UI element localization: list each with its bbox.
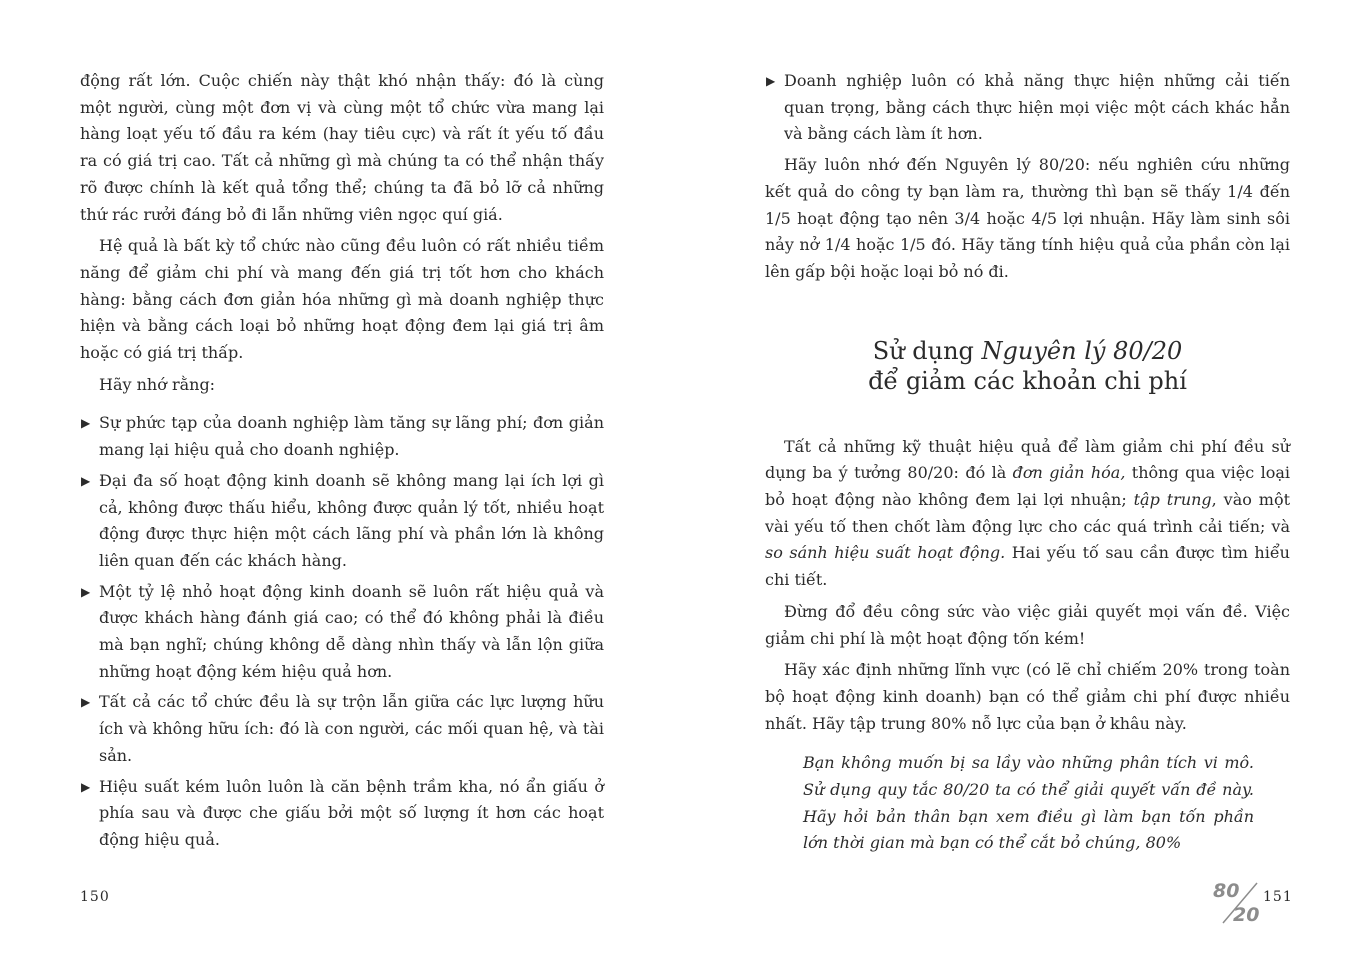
triangle-right-bullet-icon: ▶ — [81, 695, 91, 710]
list-item-text: Doanh nghiệp luôn có khả năng thực hiện những cải tiến quan trọng, bằng cách thực hiện mọi việc một cách khác hẳn và bằng cách làm ít hơn. — [784, 71, 1290, 144]
triangle-right-bullet-icon: ▶ — [81, 779, 91, 794]
left-text-column — [80, 68, 604, 858]
bullet-list — [765, 68, 1290, 148]
paragraph: Hãy nhớ rằng: — [99, 374, 216, 394]
text-run: Hai yếu tố sau cần được tìm hiểu chi tiết. — [765, 543, 1290, 590]
paragraph: Đừng đổ đều công sức vào việc giải quyết mọi vấn đề. Việc giảm chi phí là một hoạt động tốn kém! — [765, 601, 1290, 648]
list-item-text: Hiệu suất kém luôn luôn là căn bệnh trầm kha, nó ẩn giấu ở phía sau và được che giấu bởi một số lượng ít hơn các hoạt động hiệu quả. — [99, 776, 604, 849]
heading-italic: Nguyên lý 80/20 — [981, 336, 1183, 365]
heading-line-2: để giảm các khoản chi phí — [868, 366, 1187, 395]
paragraph: động rất lớn. Cuộc chiến này thật khó nhận thấy: đó là cùng một người, cùng một đơn vị và cùng một tổ chức vừa mang lại hàng loạt yếu tố đầu ra kém (hay tiêu cực) và rất ít yếu tố đầu ra có giá trị cao. Tất cả những gì mà chúng ta có thể nhận thấy rõ được chính là kết quả tổng thể; chúng ta đã bỏ lỡ cả những thứ rác rưởi đáng bỏ đi lẫn những viên ngọc quí giá. — [80, 71, 604, 224]
right-text-column — [765, 68, 1290, 857]
list-item — [80, 410, 604, 463]
list-item-text: Tất cả các tổ chức đều là sự trộn lẫn giữa các lực lượng hữu ích và không hữu ích: đó là con người, các mối quan hệ, và tài sản. — [99, 692, 604, 765]
emphasis-text: tập trung — [1133, 490, 1212, 510]
quote-block: Bạn không muốn bị sa lầy vào những phân tích vi mô. Sử dụng quy tắc 80/20 ta có thể giải quyết vấn đề này. Hãy hỏi bản thân bạn xem điều gì làm bạn tốn phần lớn thời gian mà bạn có thể cắt bỏ chúng, 80% — [803, 753, 1254, 853]
page-number: 151 — [1263, 889, 1293, 905]
page-number: 150 — [80, 889, 110, 905]
paragraph: Hãy xác định những lĩnh vực (có lẽ chỉ chiếm 20% trong toàn bộ hoạt động kinh doanh) bạn có thể giảm chi phí được nhiều nhất. Hãy tập trung 80% nỗ lực của bạn ở khâu này. — [765, 660, 1290, 733]
text-run: thông qua việc loại bỏ hoạt động nào không đem lại lợi nhuận; — [765, 463, 1290, 510]
triangle-right-bullet-icon: ▶ — [81, 584, 91, 599]
text-run: , vào một vài yếu tố then chốt làm động lực cho các quá trình cải tiến; và — [765, 490, 1290, 536]
triangle-right-bullet-icon: ▶ — [81, 473, 91, 488]
text-run: Tất cả những kỹ thuật hiệu quả để làm giảm chi phí đều sử dụng ba ý tưởng 80/20: đó là — [765, 436, 1290, 483]
section-heading — [765, 336, 1290, 396]
list-item — [80, 579, 604, 686]
triangle-right-bullet-icon: ▶ — [766, 74, 776, 88]
emphasis-text: đơn giản hóa, — [1012, 463, 1126, 483]
bullet-list — [80, 410, 604, 853]
triangle-right-bullet-icon: ▶ — [81, 416, 91, 431]
paragraph: Hệ quả là bất kỳ tổ chức nào cũng đều luôn có rất nhiều tiềm năng để giảm chi phí và mang đến giá trị tốt hơn cho khách hàng: bằng cách đơn giản hóa những gì mà doanh nghiệp thực hiện và bằng cách loại bỏ những hoạt động đem lại giá trị âm hoặc có giá trị thấp. — [80, 236, 604, 363]
list-item — [765, 68, 1290, 148]
list-item-text: Một tỷ lệ nhỏ hoạt động kinh doanh sẽ luôn rất hiệu quả và được khách hàng đánh giá cao; có thể đó không phải là điều mà bạn nghĩ; chúng không dễ dàng nhìn thấy và lẫn lộn giữa những hoạt động kém hiệu quả hơn. — [99, 581, 604, 681]
list-item-text: Sự phức tạp của doanh nghiệp làm tăng sự lãng phí; đơn giản mang lại hiệu quả cho doanh nghiệp. — [99, 413, 604, 460]
list-item-text: Đại đa số hoạt động kinh doanh sẽ không mang lại ích lợi gì cả, không được thấu hiểu, không được quản lý tốt, nhiều hoạt động được thực hiện một cách lãng phí và phần lớn là không liên quan đến các khách hàng. — [99, 470, 604, 570]
80-20-logo — [1211, 877, 1263, 925]
heading-prefix: Sử dụng — [872, 336, 982, 365]
paragraph: Hãy luôn nhớ đến Nguyên lý 80/20: nếu nghiên cứu những kết quả do công ty bạn làm ra, thường thì bạn sẽ thấy 1/4 đến 1/5 hoạt động tạo nên 3/4 hoặc 4/5 lợi nhuận. Hãy làm sinh sôi nảy nở 1/4 hoặc 1/5 đó. Hãy tăng tính hiệu quả của phần còn lại lên gấp bội hoặc loại bỏ nó đi. — [765, 155, 1290, 281]
logo-bottom-number: 20 — [1233, 904, 1260, 925]
paragraph — [765, 434, 1290, 594]
list-item — [80, 468, 604, 575]
heading-line-1 — [765, 336, 1290, 366]
logo-top-number: 80 — [1213, 880, 1240, 902]
emphasis-text: so sánh hiệu suất hoạt động. — [765, 543, 1006, 563]
list-item — [80, 689, 604, 769]
right-page — [685, 0, 1370, 969]
list-item — [80, 774, 604, 854]
